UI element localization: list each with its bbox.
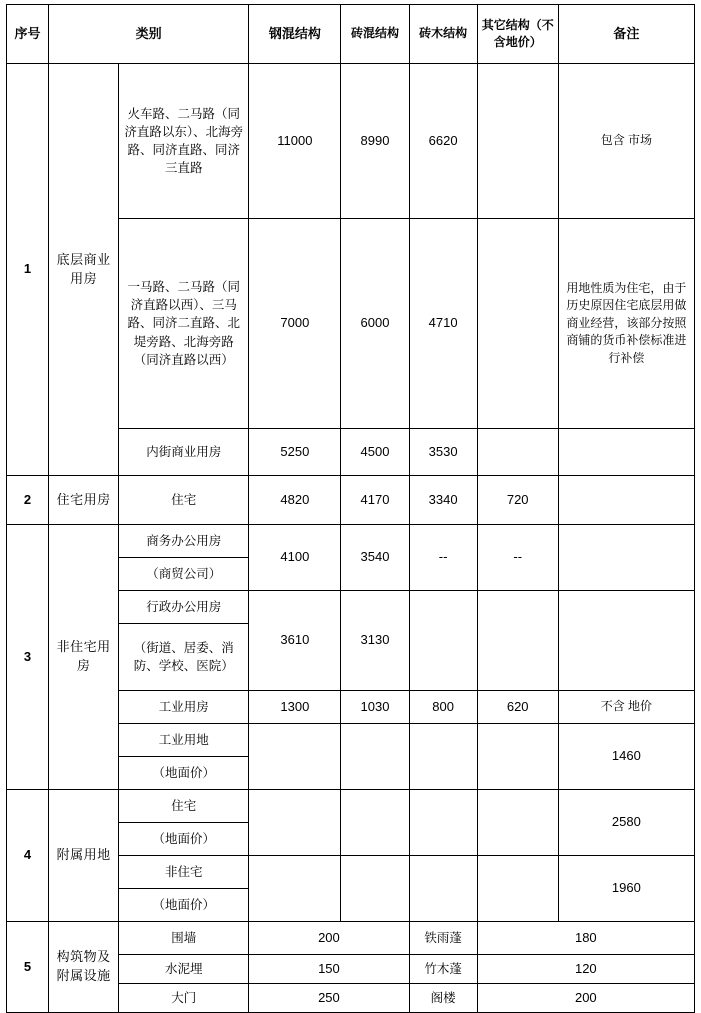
document-page xyxy=(0,4,701,1005)
remark-cell xyxy=(558,476,694,525)
value-col-4 xyxy=(477,856,558,922)
value-col-4: -- xyxy=(477,525,558,591)
row-group-label: 住宅用房 xyxy=(49,476,119,525)
item-name-b: 铁雨蓬 xyxy=(409,922,477,955)
value-col-2: 4170 xyxy=(341,476,409,525)
item-name: 住宅 xyxy=(119,790,249,823)
item-subname: （地面价） xyxy=(119,757,249,790)
value-col-3: -- xyxy=(409,525,477,591)
row-seq: 3 xyxy=(7,525,49,790)
row-group-label: 非住宅用房 xyxy=(49,525,119,790)
table-row xyxy=(7,476,695,525)
remark-cell: 包含 市场 xyxy=(558,64,694,219)
value-col-4 xyxy=(477,724,558,790)
value-col-1: 11000 xyxy=(249,64,341,219)
value-col-2: 3540 xyxy=(341,525,409,591)
row-group-label: 附属用地 xyxy=(49,790,119,922)
value-col-2 xyxy=(341,856,409,922)
value-col-2 xyxy=(341,724,409,790)
item-value-a: 250 xyxy=(249,984,409,1013)
item-subname: （地面价） xyxy=(119,889,249,922)
value-col-2: 1030 xyxy=(341,691,409,724)
table-row xyxy=(7,525,695,558)
value-col-1: 7000 xyxy=(249,219,341,429)
remark-cell: 1460 xyxy=(558,724,694,790)
value-col-1: 1300 xyxy=(249,691,341,724)
remark-cell: 2580 xyxy=(558,790,694,856)
item-name: 工业用房 xyxy=(119,691,249,724)
item-name-a: 水泥埋 xyxy=(119,955,249,984)
item-name-b: 竹木蓬 xyxy=(409,955,477,984)
value-col-2: 3130 xyxy=(341,591,409,691)
remark-cell xyxy=(558,591,694,691)
value-col-2: 6000 xyxy=(341,219,409,429)
value-col-3: 3530 xyxy=(409,429,477,476)
item-name: 住宅 xyxy=(119,476,249,525)
item-name: 工业用地 xyxy=(119,724,249,757)
value-col-4 xyxy=(477,429,558,476)
table-header-row xyxy=(7,5,695,64)
item-name: 火车路、二马路（同济直路以东）、北海旁路、同济直路、同济三直路 xyxy=(119,64,249,219)
table-row xyxy=(7,790,695,823)
value-col-4 xyxy=(477,219,558,429)
row-seq: 4 xyxy=(7,790,49,922)
value-col-3 xyxy=(409,856,477,922)
remark-cell xyxy=(558,525,694,591)
item-subname: （街道、居委、消防、学校、医院） xyxy=(119,624,249,691)
remark-cell: 用地性质为住宅，由于历史原因住宅底层用做商业经营，该部分按照商铺的货币补偿标准进行补偿 xyxy=(558,219,694,429)
value-col-3 xyxy=(409,790,477,856)
value-col-1 xyxy=(249,724,341,790)
item-value-b: 180 xyxy=(477,922,694,955)
item-subname: （地面价） xyxy=(119,823,249,856)
item-value-b: 120 xyxy=(477,955,694,984)
header-col-4: 其它结构（不含地价） xyxy=(477,5,558,64)
value-col-4: 720 xyxy=(477,476,558,525)
header-col-3: 砖木结构 xyxy=(409,5,477,64)
value-col-4 xyxy=(477,790,558,856)
item-value-a: 150 xyxy=(249,955,409,984)
remark-cell xyxy=(558,429,694,476)
header-col-2: 砖混结构 xyxy=(341,5,409,64)
compensation-standard-table xyxy=(6,4,695,1013)
value-col-1: 4820 xyxy=(249,476,341,525)
item-name: 行政办公用房 xyxy=(119,591,249,624)
row-group-label: 构筑物及附属设施 xyxy=(49,922,119,1013)
value-col-2: 8990 xyxy=(341,64,409,219)
row-seq: 2 xyxy=(7,476,49,525)
remark-cell: 不含 地价 xyxy=(558,691,694,724)
header-category: 类别 xyxy=(49,5,249,64)
value-col-4: 620 xyxy=(477,691,558,724)
item-name: 非住宅 xyxy=(119,856,249,889)
table-row xyxy=(7,922,695,955)
remark-cell: 1960 xyxy=(558,856,694,922)
value-col-4 xyxy=(477,64,558,219)
value-col-3: 800 xyxy=(409,691,477,724)
item-name: 商务办公用房 xyxy=(119,525,249,558)
value-col-3: 4710 xyxy=(409,219,477,429)
item-name: 内街商业用房 xyxy=(119,429,249,476)
row-seq: 5 xyxy=(7,922,49,1013)
value-col-3 xyxy=(409,591,477,691)
value-col-1: 5250 xyxy=(249,429,341,476)
item-name: 一马路、二马路（同济直路以西）、三马路、同济二直路、北堤旁路、北海旁路（同济直路以西） xyxy=(119,219,249,429)
item-value-a: 200 xyxy=(249,922,409,955)
item-name-a: 大门 xyxy=(119,984,249,1013)
header-col-1: 钢混结构 xyxy=(249,5,341,64)
value-col-1 xyxy=(249,790,341,856)
item-subname: （商贸公司） xyxy=(119,558,249,591)
row-group-label: 底层商业用房 xyxy=(49,64,119,476)
header-remark: 备注 xyxy=(558,5,694,64)
table-row xyxy=(7,64,695,219)
item-name-a: 围墙 xyxy=(119,922,249,955)
value-col-2: 4500 xyxy=(341,429,409,476)
value-col-2 xyxy=(341,790,409,856)
value-col-1 xyxy=(249,856,341,922)
value-col-1: 4100 xyxy=(249,525,341,591)
header-seq: 序号 xyxy=(7,5,49,64)
value-col-3: 6620 xyxy=(409,64,477,219)
value-col-3 xyxy=(409,724,477,790)
value-col-3: 3340 xyxy=(409,476,477,525)
value-col-4 xyxy=(477,591,558,691)
value-col-1: 3610 xyxy=(249,591,341,691)
item-name-b: 阁楼 xyxy=(409,984,477,1013)
row-seq: 1 xyxy=(7,64,49,476)
item-value-b: 200 xyxy=(477,984,694,1013)
